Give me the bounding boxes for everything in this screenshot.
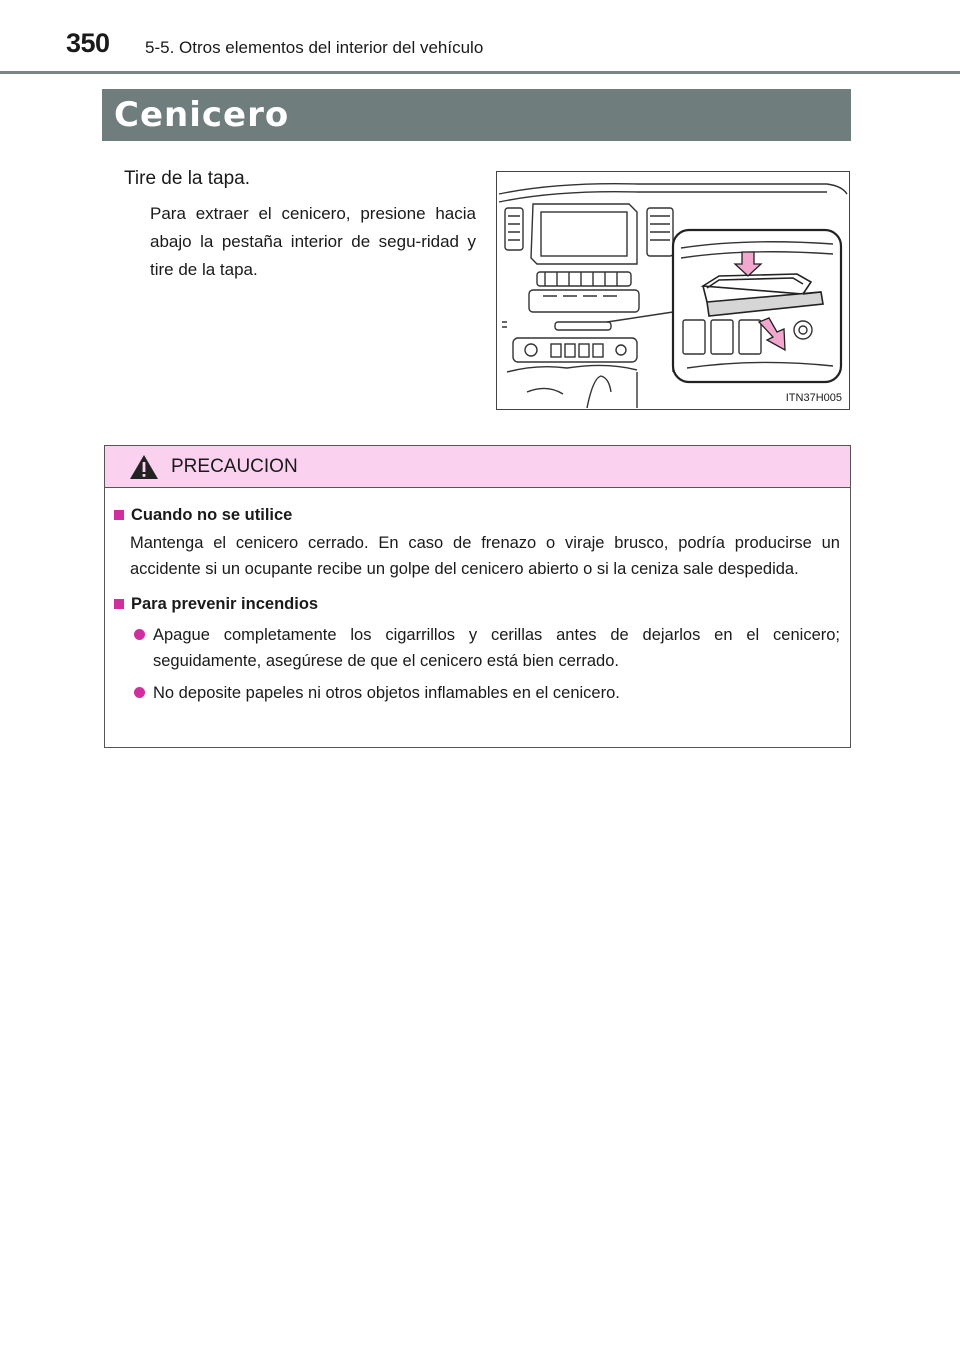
warning-paragraph: Mantenga el cenicero cerrado. En caso de frenazo o viraje brusco, podría producirse un accidente si un ocupante recibe un golpe del cenicero abierto o si la ceniza sale despedida. xyxy=(130,534,840,578)
square-bullet-icon xyxy=(114,599,124,609)
warning-body xyxy=(105,488,850,706)
page-title: Cenicero xyxy=(102,89,851,141)
sub-heading-when-not-used xyxy=(114,503,850,527)
step-text: Tire de la tapa. xyxy=(124,168,251,189)
step-detail: Para extraer el cenicero, presione hacia abajo la pestaña interior de segu-ridad y tire de la tapa. xyxy=(150,204,476,279)
dot-bullet-icon xyxy=(134,687,145,698)
square-bullet-icon xyxy=(114,510,124,520)
dot-bullet-icon xyxy=(134,629,145,640)
list-item xyxy=(134,622,840,674)
warning-header xyxy=(105,446,850,488)
warning-box xyxy=(104,445,851,748)
sub-heading-fire-prevention xyxy=(114,592,850,616)
list-item xyxy=(134,680,840,706)
dashboard-drawing xyxy=(497,172,849,409)
header-rule xyxy=(0,71,960,74)
sub-heading-label: Cuando no se utilice xyxy=(131,505,293,524)
figure-code: ITN37H005 xyxy=(785,392,842,404)
page-number: 350 xyxy=(66,28,110,58)
list-item-text: No deposite papeles ni otros objetos inflamables en el cenicero. xyxy=(153,684,620,702)
list-item-text: Apague completamente los cigarrillos y cerillas antes de dejarlos en el cenicero; seguidamente, asegúrese de que el cenicero está bien cerrado. xyxy=(153,626,840,670)
sub-heading-label: Para prevenir incendios xyxy=(131,594,319,613)
ashtray-illustration xyxy=(496,171,850,410)
warning-title: PRECAUCION xyxy=(171,455,298,477)
warning-triangle-icon xyxy=(129,454,159,480)
section-title: 5-5. Otros elementos del interior del vehículo xyxy=(145,38,484,57)
